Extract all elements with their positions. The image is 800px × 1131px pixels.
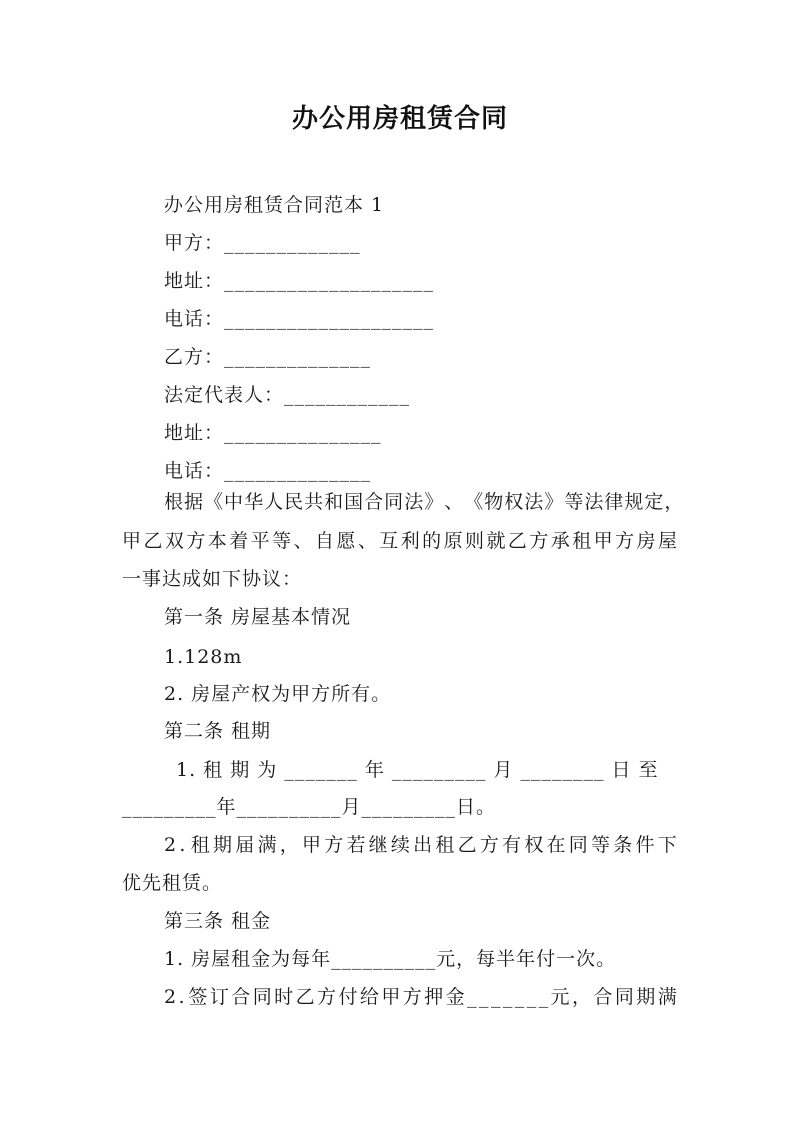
phone-line: 电话：____________________ <box>164 308 435 330</box>
paragraph-line: 一事达成如下协议： <box>122 568 303 590</box>
article-heading: 第三条 租金 <box>164 910 272 932</box>
party-a-line: 甲方：_____________ <box>164 232 361 254</box>
paragraph-line: 根 据 《 中 华 人 民 共 和 国 合 同 法 》 、 《 物 权 法 》 等 法 律 规 定 ， <box>164 491 685 513</box>
contract-subtitle: 办公用房租赁合同范本 1 <box>164 194 385 216</box>
clause-line: 1. 租 期 为 _______ 年 _________ 月 ________ 日 至 <box>176 759 659 781</box>
clause-line: 2 . 签 订 合 同 时 乙 方 付 给 甲 方 押 金 _ _ _ _ _ _ _ 元 ， 合 同 期 满 <box>164 986 678 1008</box>
clause-line: 1.128m <box>164 646 243 668</box>
clause-line: 1. 房屋租金为每年__________元，每半年付一次。 <box>164 948 617 970</box>
party-b-line: 乙方：______________ <box>164 346 372 368</box>
clause-line: 优先租赁。 <box>122 872 223 894</box>
clause-line: _________年__________月_________日。 <box>122 796 497 818</box>
clause-line: 2 . 租 期 届 满 ， 甲 方 若 继 续 出 租 乙 方 有 权 在 同 等 条 件 下 <box>164 834 678 856</box>
legal-representative-line: 法定代表人：____________ <box>164 384 411 406</box>
paragraph-line: 甲 乙 双 方 本 着 平 等 、 自 愿 、 互 利 的 原 则 就 乙 方 承 租 甲 方 房 屋 <box>122 530 678 552</box>
document-title: 办公用房租赁合同 <box>291 104 508 134</box>
phone-line: 电话：______________ <box>164 460 372 482</box>
clause-line: 2. 房屋产权为甲方所有。 <box>164 683 392 705</box>
address-line: 地址：____________________ <box>164 270 435 292</box>
article-heading: 第二条 租期 <box>164 720 272 742</box>
article-heading: 第一条 房屋基本情况 <box>164 606 352 628</box>
address-line: 地址：_______________ <box>164 422 382 444</box>
